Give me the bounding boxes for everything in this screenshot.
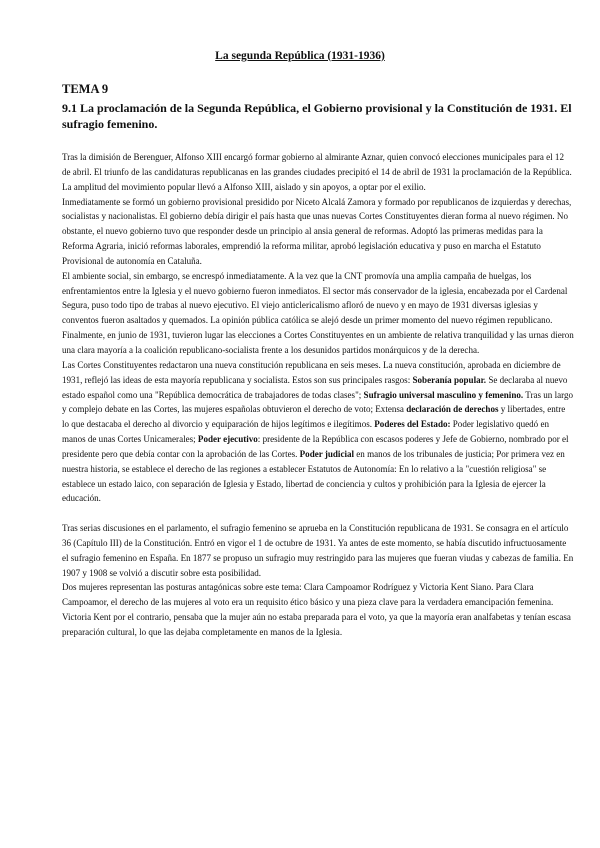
tema-heading: TEMA 9 <box>62 82 109 96</box>
paragraph-3: El ambiente social, sin embargo, se encrespó inmediatamente. A la vez que la CNT promovía una amplia campaña de huelgas, los enfrentamientos entre la Iglesia y el nuevo gobierno fueron inmediatos. El sector más conservador de la iglesia, encabezada por el Cardenal Segura, puso todo tipo de trabas al nuevo ejecutivo. El viejo anticlericalismo afloró de nuevo y en mayo de 1931 diversas iglesias y conventos fueron asaltados y quemados. La opinión pública católica se alejó desde un primer momento del nuevo régimen republicano. Finalmente, en junio de 1931, tuvieron lugar las elecciones a Cortes Constituyentes en un ambiente de relativa tranquilidad y las urnas dieron una clara mayoría a la coalición republicano-socialista frente a los desunidos partidos monárquicos y de la derecha. <box>62 270 574 355</box>
paragraph-4-text-5: Poder legislativo quedó en manos de unas Cortes Unicamerales; <box>62 419 550 445</box>
paragraph-4-text-3: Tras un largo y complejo debate en las Cortes, las mujeres españolas obtuvieron el derecho de voto; Extensa <box>62 389 573 415</box>
paragraph-4-text-7: en manos de los tribunales de justicia; Por primera vez en nuestra historia, se establece el derecho de las regiones a establecer Estatutos de Autonomía: En lo relativo a la "cuestión religiosa" se establece un estado laico, con separación de Iglesia y Estado, libertad de conciencia y cultos y prohibición para la Iglesia de ejercer la educación. <box>62 448 565 504</box>
paragraph-4-text-6: : presidente de la República con escasos poderes y Jefe de Gobierno, nombrado por el presidente pero que debía contar con la aprobación de las Cortes. <box>62 434 569 459</box>
section-title: 9.1 La proclamación de la Segunda República, el Gobierno provisional y la Constitución de 1931. El sufragio femenino. <box>62 101 572 131</box>
paragraph-5: Tras serias discusiones en el parlamento, el sufragio femenino se aprueba en la Constitución republicana de 1931. Se consagra en el artículo 36 (Capítulo III) de la Constitución. Entró en vigor el 1 de octubre de 1931. Ya antes de este momento, se había discutido infructuosamente el sufragio femenino en España. En 1877 se propuso un sufragio muy restringido para las mujeres que fueran viudas y cabezas de familia. En 1907 y 1908 se volvió a discutir sobre esta posibilidad. <box>62 523 574 578</box>
paragraph-4-text-1: Las Cortes Constituyentes redactaron una nueva constitución republicana en seis meses. La nueva constitución, aprobada en diciembre de 1931, reflejó las ideas de esta mayoría republicana y socialista. Estos son sus principales rasgos: <box>62 359 561 385</box>
paragraph-4-text-4: y libertades, entre lo que destacaba el derecho al divorcio y equiparación de hijos legítimos e ilegítimos. <box>62 404 566 430</box>
document-title: La segunda República (1931-1936) <box>215 50 385 62</box>
bold-soberania-popular: Soberanía popular. <box>412 374 487 385</box>
paragraph-1: Tras la dimisión de Berenguer, Alfonso XIII encargó formar gobierno al almirante Aznar, quien convocó elecciones municipales para el 12 de abril. El triunfo de las candidaturas republicanas en las grandes ciudades precipitó el 14 de abril de 1931 la proclamación de la República. La amplitud del movimiento popular llevó a Alfonso XIII, aislado y sin apoyos, a optar por el exilio. <box>62 152 572 192</box>
paragraph-4 <box>62 358 574 506</box>
paragraph-4-text-2: Se declaraba al nuevo estado español como una "República democrática de trabajadores de todas clases"; <box>62 374 568 400</box>
bold-sufragio-universal: Sufragio universal masculino y femenino. <box>363 389 524 400</box>
bold-poder-ejecutivo: Poder ejecutivo <box>197 434 258 445</box>
bold-poder-judicial: Poder judicial <box>299 448 355 459</box>
paragraph-6: Dos mujeres representan las posturas antagónicas sobre este tema: Clara Campoamor Rodríguez y Victoria Kent Siano. Para Clara Campoamor, el derecho de las mujeres al voto era un requisito ético básico y una pieza clave para la verdadera emancipación femenina. Victoria Kent por el contrario, pensaba que la mujer aún no estaba preparada para el voto, ya que la mayoría eran analfabetas y tenían escasa preparación cultural, lo que las dejaba completamente en manos de la Iglesia. <box>62 582 571 637</box>
paragraph-2: Inmediatamente se formó un gobierno provisional presidido por Niceto Alcalá Zamora y formado por republicanos de izquierdas y derechas, socialistas y nacionalistas. El gobierno debía dirigir el país hasta que unas nuevas Cortes Constituyentes dieran forma al nuevo régimen. No obstante, el nuevo gobierno tuvo que responder desde un principio al ansia general de reformas. Adoptó las primeras medidas para la Reforma Agraria, inició reformas laborales, emprendió la reforma militar, aprobó legislación educativa y puso en marcha el Estatuto Provisional de autonomía en Cataluña. <box>62 196 572 266</box>
bold-poderes-estado: Poderes del Estado: <box>374 419 451 430</box>
document-body <box>62 150 574 640</box>
bold-declaracion-derechos: declaración de derechos <box>406 404 499 415</box>
